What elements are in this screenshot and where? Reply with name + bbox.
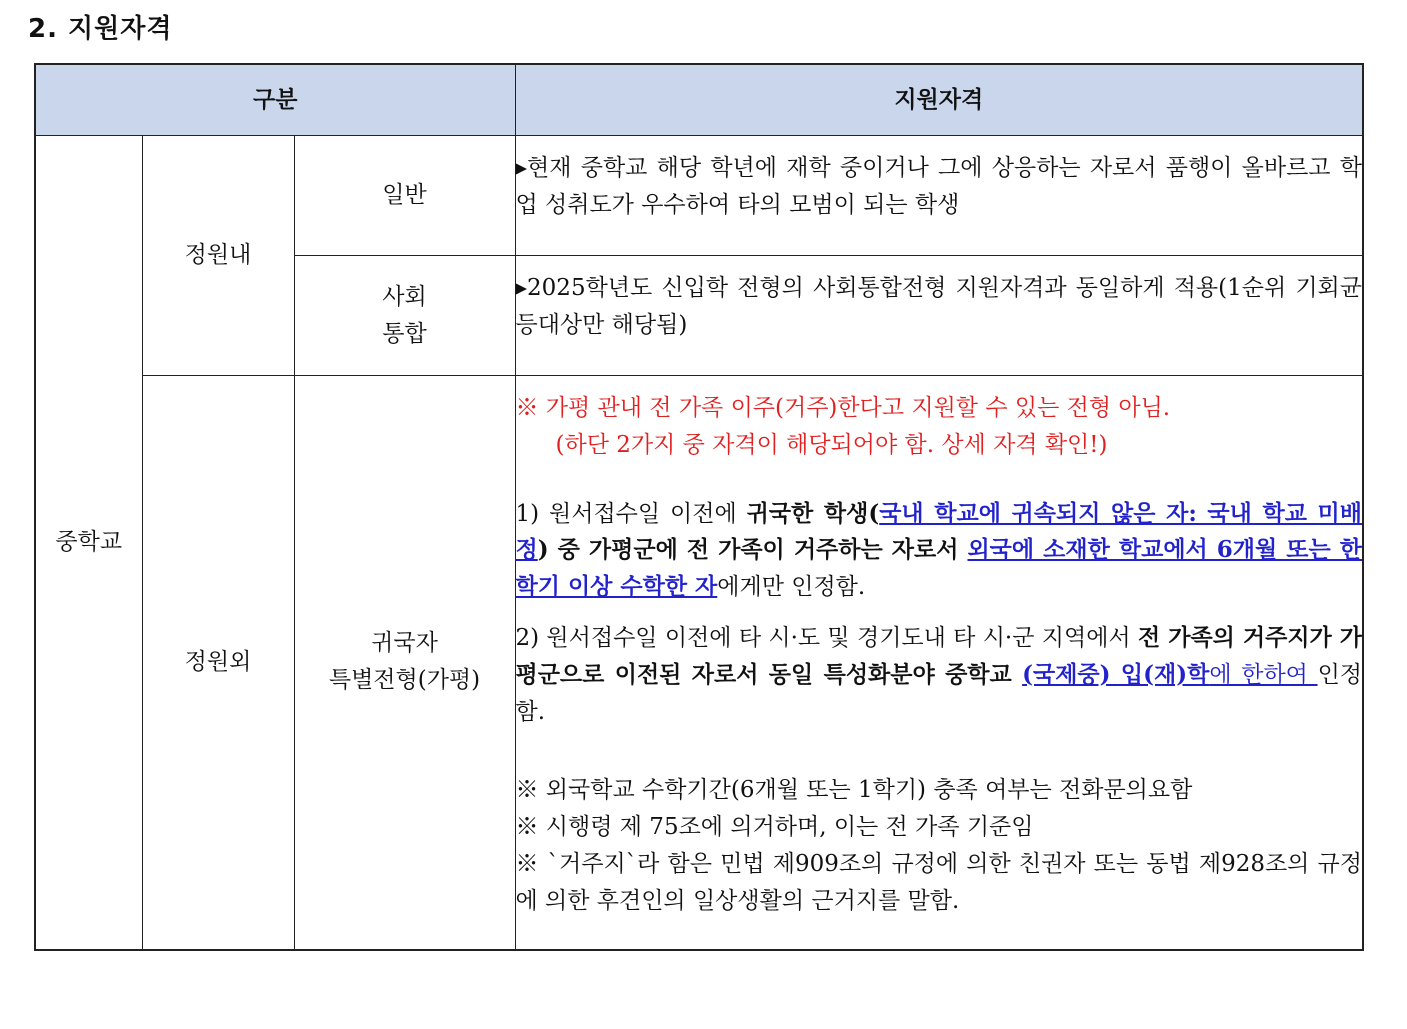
item2 <box>516 620 1363 730</box>
item1-intro: 1) 원서접수일 이전에 <box>515 500 747 527</box>
general-text: ▸현재 중학교 해당 학년에 재학 중이거나 그에 상응하는 자로서 품행이 올바르고 학업 성취도가 우수하여 타의 모범이 되는 학생 <box>515 136 1363 256</box>
header-row <box>35 64 1363 136</box>
row-returnee <box>35 376 1363 950</box>
social-label <box>294 256 515 376</box>
warning-line1: ※ 가평 관내 전 가족 이주(거주)한다고 지원할 수 있는 전형 아님. <box>515 395 1171 421</box>
item2-link: (국제중) 입(재)학 <box>1022 660 1210 688</box>
quota-in-cell: 정원내 <box>142 136 294 376</box>
row-general <box>35 136 1363 256</box>
item1-bold-a: 귀국한 학생( <box>746 499 880 527</box>
item1-link-b: 외국에 소재한 학교에서 6개월 또는 한학기 이상 수학한 자 <box>515 536 1363 601</box>
item1 <box>516 496 1363 606</box>
item1-link-a: 국내 학교에 귀속되지 않은 자: 국내 학교 미배정 <box>515 499 1362 564</box>
item1-end: 에게만 인정함. <box>717 574 866 601</box>
returnee-type-cell <box>294 376 515 950</box>
qualification-table <box>34 63 1364 951</box>
warning-line2: (하단 2가지 중 자격이 해당되어야 함. 상세 자격 확인!) <box>555 431 1108 458</box>
item2-blue: 에 한하여 <box>1209 661 1318 688</box>
general-label: 일반 <box>294 136 515 256</box>
note3: ※ `거주지`라 함은 민법 제909조의 규정에 의한 친권자 또는 동법 제928조의 규정에 의한 후견인의 일상생활의 근거지를 말함. <box>515 850 1362 914</box>
social-label-line2: 통합 <box>382 320 427 347</box>
quota-out-cell: 정원외 <box>142 376 294 950</box>
header-category: 구분 <box>35 64 515 136</box>
item2-intro: 2) 원서접수일 이전에 타 시·도 및 경기도내 타 시·군 지역에서 <box>515 624 1138 651</box>
returnee-text <box>515 376 1363 950</box>
item2-bold: 전 가족의 거주지가 가평군으로 이전된 자로서 동일 특성화분야 중학교 <box>515 623 1363 688</box>
note1: ※ 외국학교 수학기간(6개월 또는 1학기) 충족 여부는 전화문의요함 <box>515 777 1193 804</box>
social-text: ▸2025학년도 신입학 전형의 사회통합전형 지원자격과 동일하게 적용(1순위 기회균등대상만 해당됨) <box>515 256 1363 376</box>
item2-end: 인정함. <box>515 661 1362 725</box>
returnee-type-line2: 특별전형(가평) <box>328 667 481 694</box>
section-title: 2. 지원자격 <box>28 14 173 44</box>
social-label-line1: 사회 <box>382 283 427 310</box>
header-qualification: 지원자격 <box>515 64 1363 136</box>
returnee-type-line1: 귀국자 <box>371 630 438 657</box>
school-cell: 중학교 <box>35 136 142 950</box>
note2: ※ 시행령 제 75조에 의거하며, 이는 전 가족 기준임 <box>515 814 1034 841</box>
item1-bold-b: ) 중 가평군에 전 가족이 거주하는 자로서 <box>537 536 968 564</box>
